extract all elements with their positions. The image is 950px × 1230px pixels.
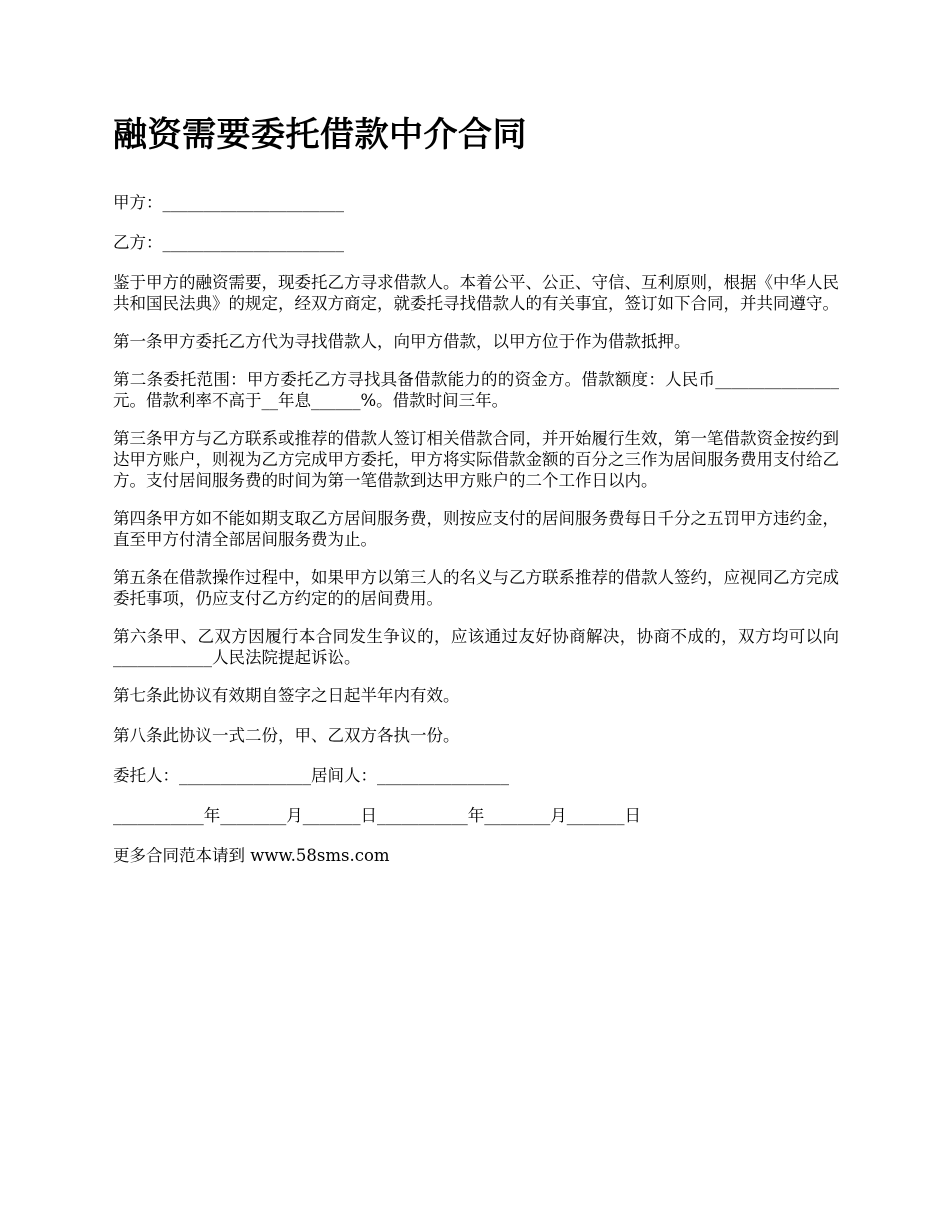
clause-6: 第六条甲、乙双方因履行本合同发生争议的，应该通过友好协商解决，协商不成的，双方均可以向____________人民法院提起诉讼。 (113, 627, 839, 667)
clause-5: 第五条在借款操作过程中，如果甲方以第三人的名义与乙方联系推荐的借款人签约，应视同乙方完成委托事项，仍应支付乙方约定的的居间费用。 (113, 568, 839, 608)
party-b-line: 乙方：______________________ (113, 233, 344, 252)
clause-2: 第二条委托范围：甲方委托乙方寻找具备借款能力的的资金方。借款额度：人民币_______________元。借款利率不高于__年息______%。借款时间三年。 (113, 370, 839, 410)
clause-8: 第八条此协议一式二份，甲、乙双方各执一份。 (113, 726, 460, 745)
document-title: 融资需要委托借款中介合同 (113, 115, 527, 155)
date-line: ___________年________月_______日___________年________月_______日 (113, 806, 641, 825)
party-a-line: 甲方：______________________ (113, 193, 344, 212)
clause-1: 第一条甲方委托乙方代为寻找借款人，向甲方借款，以甲方位于作为借款抵押。 (113, 332, 691, 351)
signature-line: 委托人：________________居间人：________________ (113, 766, 509, 785)
clause-7: 第七条此协议有效期自签字之日起半年内有效。 (113, 686, 460, 705)
contract-document (113, 112, 839, 883)
preamble-paragraph: 鉴于甲方的融资需要，现委托乙方寻求借款人。本着公平、公正、守信、互利原则，根据《中华人民共和国民法典》的规定，经双方商定，就委托寻找借款人的有关事宜，签订如下合同，并共同遵守。 (113, 273, 839, 313)
footer-note: 更多合同范本请到 www.58sms.com (113, 846, 390, 865)
clause-4: 第四条甲方如不能如期支取乙方居间服务费，则按应支付的居间服务费每日千分之五罚甲方违约金，直至甲方付清全部居间服务费为止。 (113, 509, 839, 549)
clause-3: 第三条甲方与乙方联系或推荐的借款人签订相关借款合同，并开始履行生效，第一笔借款资金按约到达甲方账户，则视为乙方完成甲方委托，甲方将实际借款金额的百分之三作为居间服务费用支付给乙方。支付居间服务费的时间为第一笔借款到达甲方账户的二个工作日以内。 (113, 429, 839, 490)
